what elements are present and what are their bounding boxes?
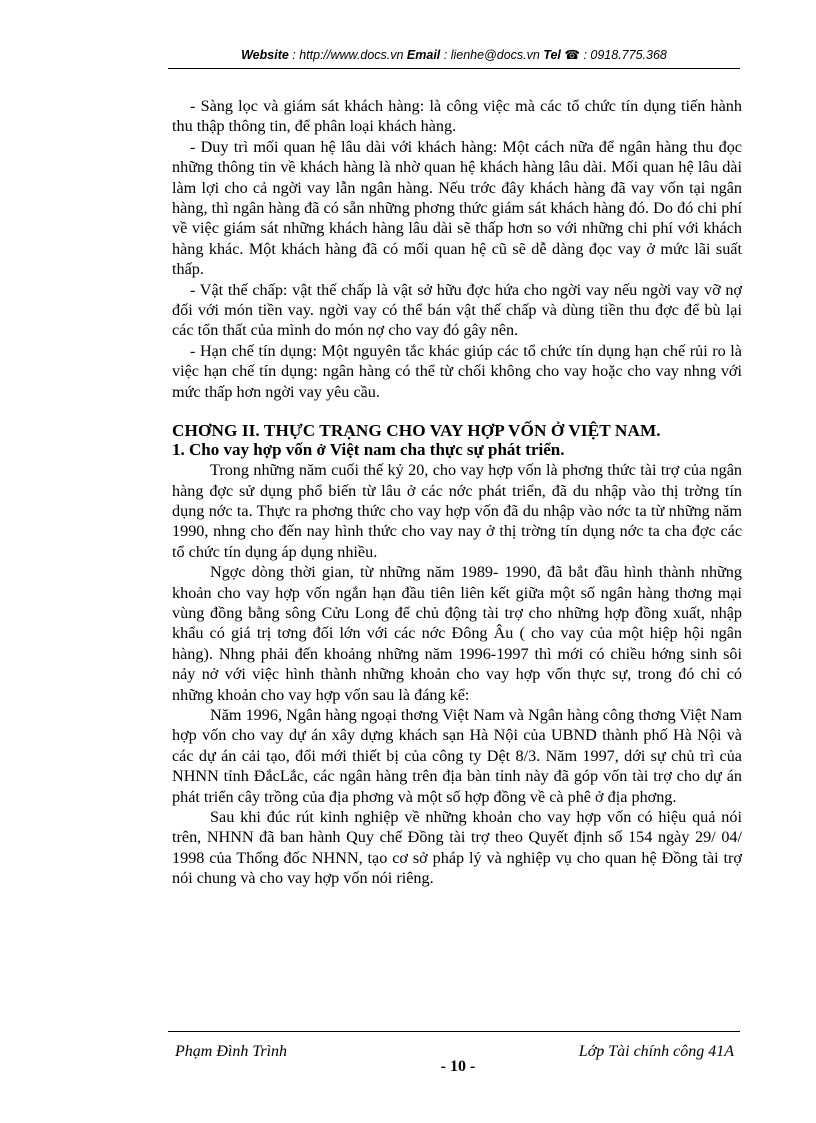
page-content	[172, 96, 742, 889]
footer-divider	[168, 1031, 740, 1032]
paragraph-collateral: - Vật thế chấp: vật thế chấp là vật sở hữu đợc hứa cho ngời vay nếu ngời vay vỡ nợ đối với món tiền vay. ngời vay có thể bán vật thế chấp và dùng tiền thu đợc để bù lại các tổn thất của mình do món nợ cho vay đó gây nên.	[172, 280, 742, 340]
paragraph-body-4: Sau khi đúc rút kinh nghiệp về những khoản cho vay hợp vốn có hiệu quả nói trên, NHNN đã ban hành Quy chế Đồng tài trợ theo Quyết định số 154 ngày 29/ 04/ 1998 của Thống đốc NHNN, tạo cơ sở pháp lý và nghiệp vụ cho quan hệ Đồng tài trợ nói chung và cho vay hợp vốn nói riêng.	[172, 808, 742, 888]
paragraph-body-3: Năm 1996, Ngân hàng ngoại thơng Việt Nam và Ngân hàng công thơng Việt Nam hợp vốn cho vay dự án xây dựng khách sạn Hà Nội của UBND thành phố Hà Nội và các dự án cải tạo, đổi mới thiết bị của công ty Dệt 8/3. Năm 1997, dới sự chủ trì của NHNN tỉnh ĐắcLắc, các ngân hàng trên địa bàn tỉnh này đã góp vốn tài trợ cho dự án phát triển cây trồng của địa phơng và một số hợp đồng về cà phê ở địa phơng.	[172, 705, 742, 806]
page-header	[168, 46, 740, 69]
paragraph-credit-limit: - Hạn chế tín dụng: Một nguyên tắc khác giúp các tổ chức tín dụng hạn chế rủi ro là việc hạn chế tín dụng: ngân hàng có thể từ chối không cho vay hoặc cho vay nhng với mức thấp hơn ngời vay yêu cầu.	[172, 341, 742, 401]
chapter-title: CHƠNG II. THỰC TRẠNG CHO VAY HỢP VỐN Ở VIỆT NAM.	[172, 421, 661, 441]
email-value: : lienhe@docs.vn	[440, 48, 544, 62]
page-number: - 10 -	[440, 1058, 476, 1075]
website-value: : http://www.docs.vn	[288, 48, 407, 62]
website-label: Website	[241, 48, 289, 62]
section-title: 1. Cho vay hợp vốn ở Việt nam cha thực sự phát triển.	[172, 440, 565, 460]
paragraph-long-term-relationship: - Duy trì mối quan hệ lâu dài với khách hàng: Một cách nữa để ngân hàng thu đọc những thông tin về khách hàng là nhờ quan hệ khách hàng lâu dài. Mối quan hệ lâu dài làm lợi cho cả ngời vay lẫn ngân hàng. Nếu trớc đây khách hàng đã vay vốn tại ngân hàng, thì ngân hàng đã có sẵn những phơng thức giám sát khách hàng đó. Do đó chi phí về việc giám sát những khách hàng lâu dài sẽ thấp hơn so với những chi phí với khách hàng khác. Một khách hàng đã có mối quan hệ cũ sẽ dễ dàng đọc vay ở mức lãi suất thấp.	[172, 137, 742, 279]
page-number-wrap	[0, 1058, 816, 1076]
tel-value: : 0918.775.368	[579, 48, 667, 62]
paragraph-body-1: Trong những năm cuối thế kỷ 20, cho vay hợp vốn là phơng thức tài trợ của ngân hàng đợc sử dụng phổ biến từ lâu ở các nớc phát triển, đã du nhập vào thị trờng tín dụng nớc ta. Thực ra phơng thức cho vay hợp vốn đã du nhập vào nớc ta từ những năm 1990, nhng cho đến nay hình thức cho vay nay ở thị trờng tín dụng nớc ta cha đợc các tổ chức tín dụng áp dụng nhiều.	[172, 461, 742, 561]
email-label: Email	[406, 48, 441, 62]
paragraph-screening: - Sàng lọc và giám sát khách hàng: là công việc mà các tổ chức tín dụng tiến hành thu thập thông tin, để phân loại khách hàng.	[172, 97, 742, 136]
tel-label: Tel	[543, 48, 561, 62]
paragraph-body-2: Ngợc dòng thời gian, từ những năm 1989- 1990, đã bắt đầu hình thành những khoản cho vay hợp vốn ngắn hạn đầu tiên liên kết giữa một số ngân hàng thơng mại vùng đồng bằng sông Cửu Long để chủ động tài trợ cho những hợp đồng xuất, nhập khẩu có giá trị tơng đối lớn với các nớc Đông Âu ( cho vay của một hiệp hội ngân hàng). Nhng phải đến khoảng những năm 1996-1997 thì mới có chiều hớng sinh sôi nảy nở với việc hình thành những khoản cho vay hợp vốn thực sự, trong đó chỉ có những khoản cho vay hợp vốn sau là đáng kể:	[172, 563, 742, 704]
phone-icon: ☎	[564, 48, 580, 62]
footer-class: Lớp Tài chính công 41A	[578, 1043, 734, 1060]
footer-author: Phạm Đình Trình	[175, 1043, 288, 1060]
